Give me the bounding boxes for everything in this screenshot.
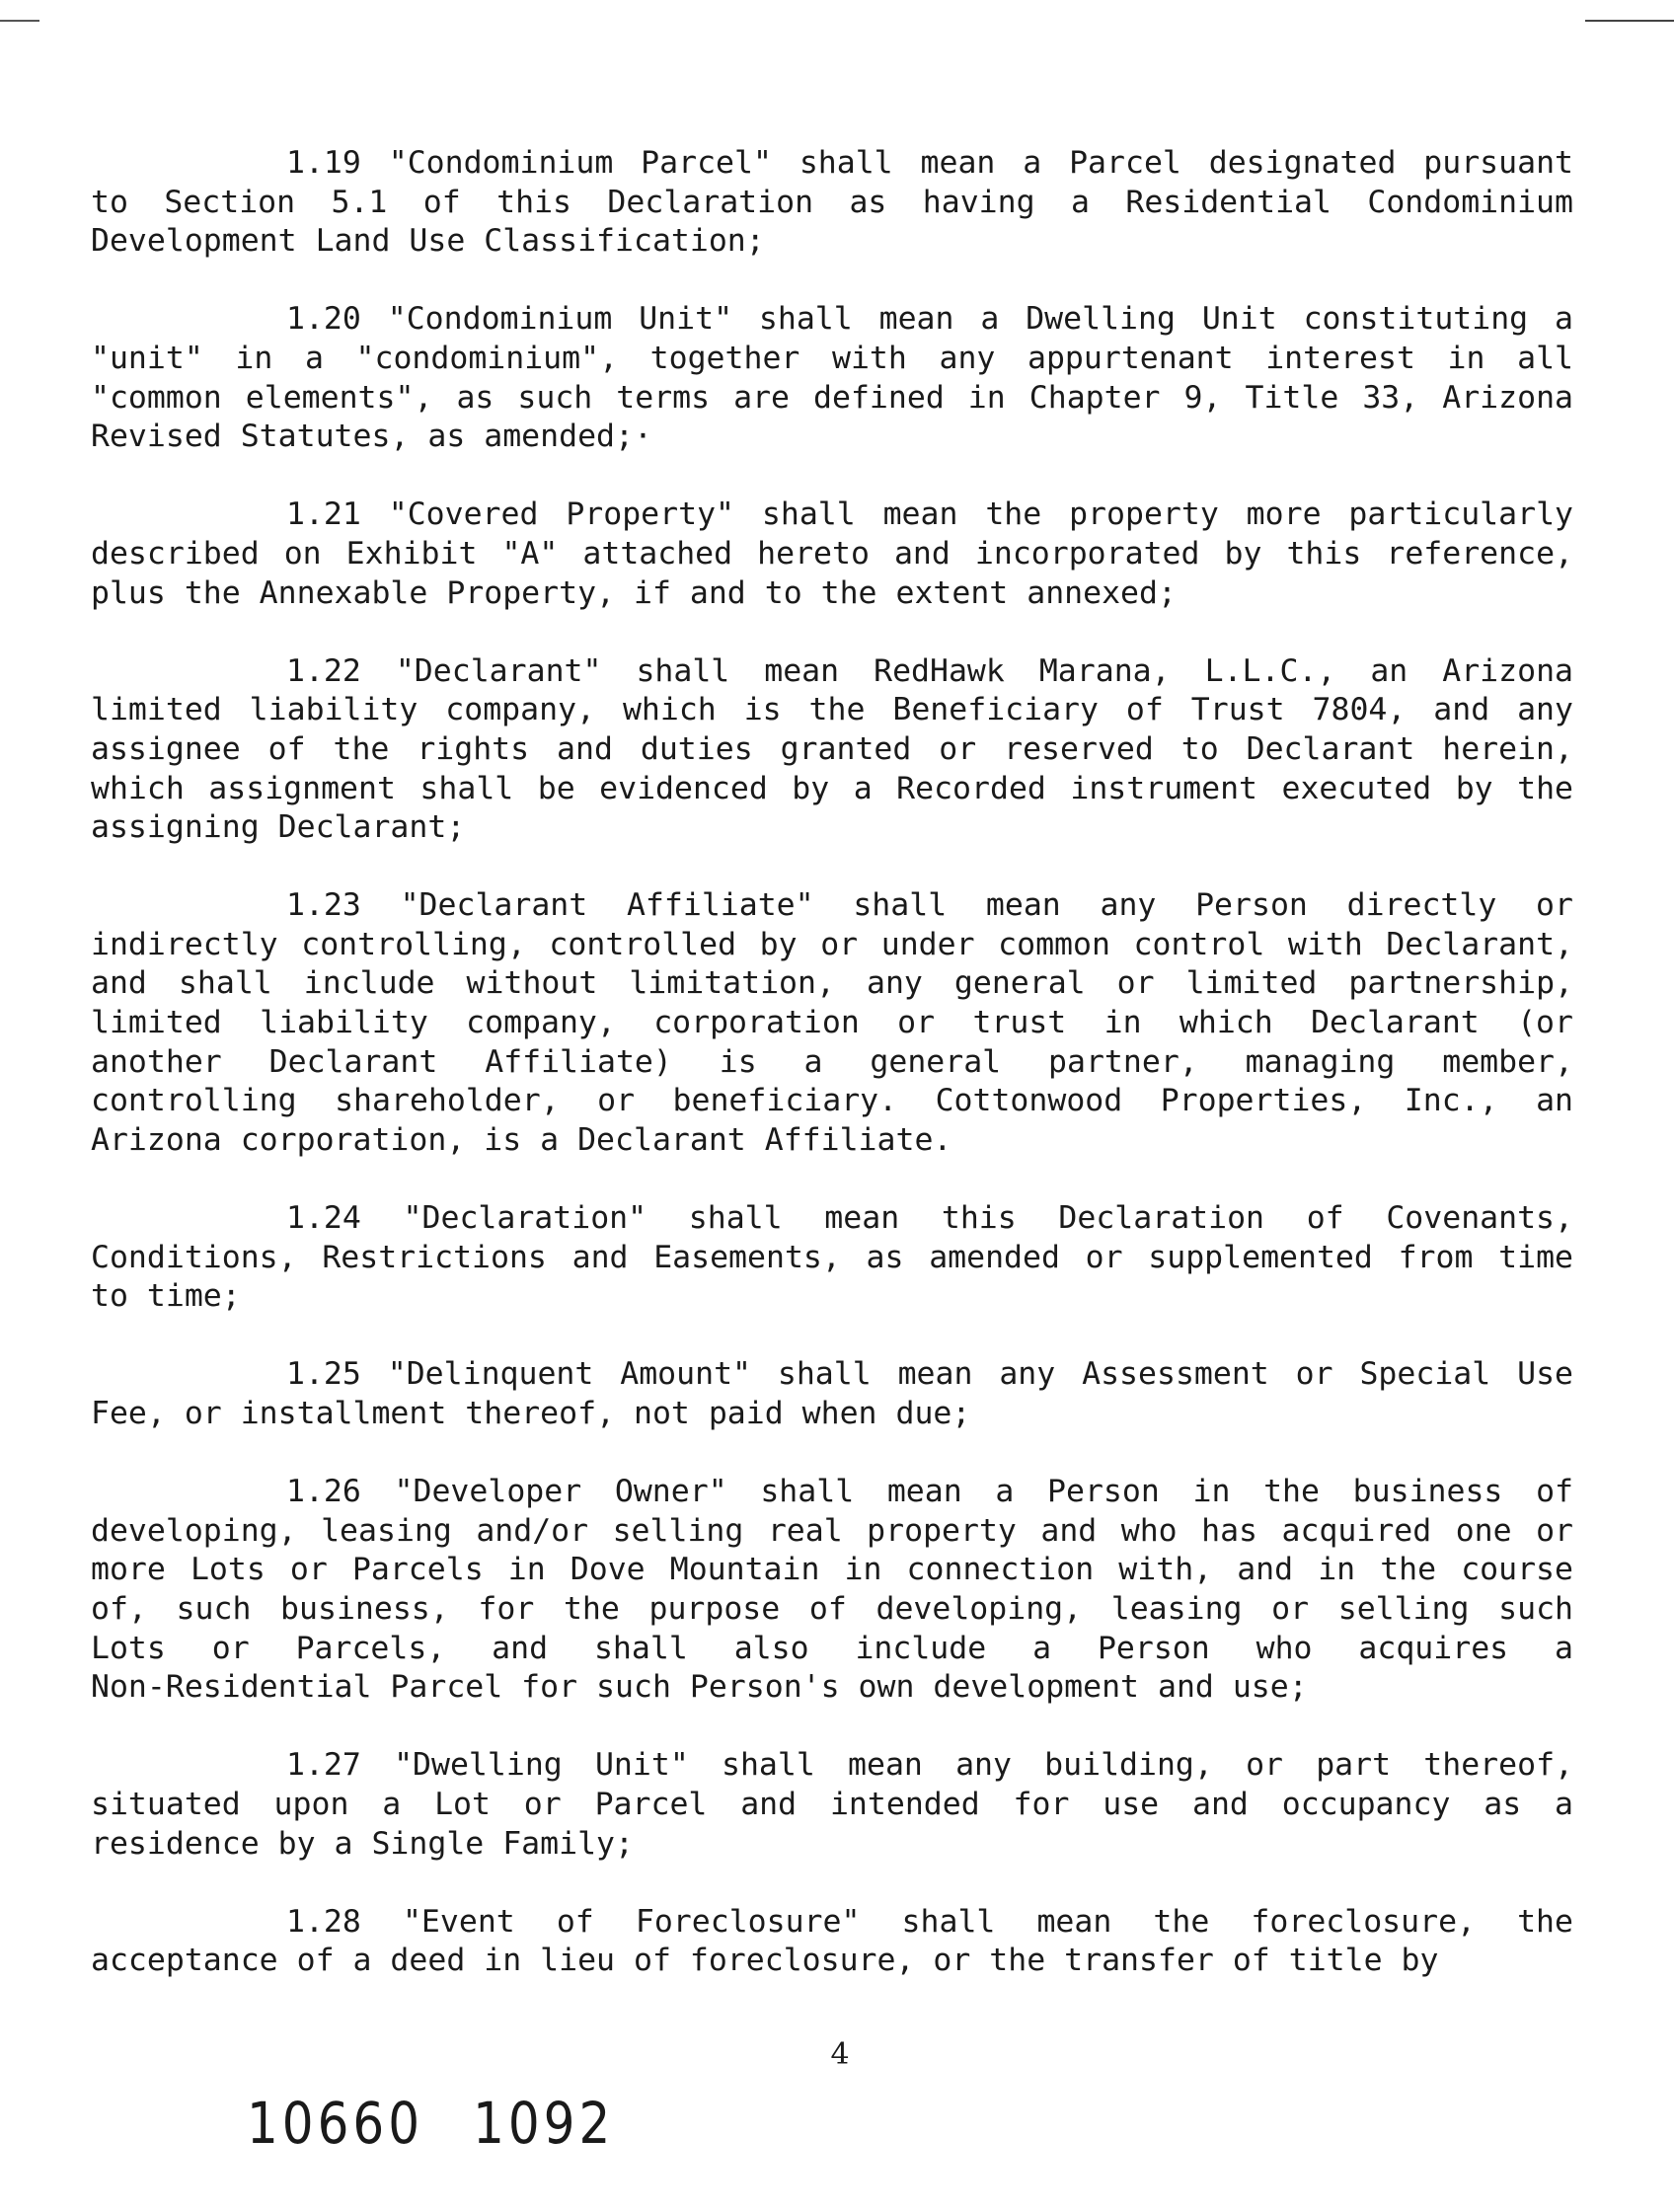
paragraph-line: indirectly controlling, controlled by or under common control with Declarant, <box>91 926 1573 962</box>
paragraph-line: Fee, or installment thereof, not paid when due; <box>91 1396 971 1431</box>
definition-paragraph <box>91 1473 1573 1708</box>
page-number: 4 <box>830 2037 850 2072</box>
paragraph-line: developing, leasing and/or selling real property and who has acquired one or <box>91 1512 1573 1549</box>
paragraph-line: 1.19 "Condominium Parcel" shall mean a Parcel designated pursuant <box>286 145 1573 181</box>
definition-paragraph <box>91 144 1573 262</box>
paragraph-line: 1.23 "Declarant Affiliate" shall mean any Person directly or <box>286 887 1573 924</box>
paragraph-line: 1.20 "Condominium Unit" shall mean a Dwelling Unit constituting a <box>286 301 1573 338</box>
paragraph-line: 1.26 "Developer Owner" shall mean a Person in the business of <box>286 1474 1573 1510</box>
paragraph-line: Lots or Parcels, and shall also include a Person who acquires a <box>91 1630 1573 1666</box>
document-body <box>91 144 1573 2021</box>
paragraph-line: of, such business, for the purpose of developing, leasing or selling such <box>91 1590 1573 1627</box>
paragraph-line: 1.27 "Dwelling Unit" shall mean any building, or part thereof, <box>286 1747 1573 1784</box>
definition-paragraph <box>91 300 1573 456</box>
recording-stamp <box>247 2091 663 2157</box>
paragraph-line: situated upon a Lot or Parcel and intended for use and occupancy as a <box>91 1786 1573 1822</box>
definition-paragraph <box>91 1903 1573 1981</box>
definition-paragraph <box>91 1199 1573 1317</box>
paragraph-line: Development Land Use Classification; <box>91 223 765 260</box>
paragraph-line: assignee of the rights and duties granted or reserved to Declarant herein, <box>91 730 1573 767</box>
paragraph-line: and shall include without limitation, any general or limited partnership, <box>91 965 1573 1002</box>
stamp-page-number: 1092 <box>473 2091 615 2157</box>
paragraph-line: residence by a Single Family; <box>91 1825 634 1862</box>
definition-paragraph <box>91 1746 1573 1864</box>
stamp-book-number: 10660 <box>247 2091 424 2157</box>
paragraph-line: described on Exhibit "A" attached hereto and incorporated by this reference, <box>91 535 1573 572</box>
definition-paragraph <box>91 1355 1573 1433</box>
paragraph-line: limited liability company, corporation or trust in which Declarant (or <box>91 1005 1573 1041</box>
paragraph-line: more Lots or Parcels in Dove Mountain in connection with, and in the course <box>91 1552 1573 1588</box>
paragraph-line: "unit" in a "condominium", together with any appurtenant interest in all <box>91 340 1573 376</box>
definition-paragraph <box>91 652 1573 848</box>
paragraph-line: assigning Declarant; <box>91 809 466 846</box>
scan-edge-mark <box>0 20 39 22</box>
definition-paragraph <box>91 496 1573 613</box>
paragraph-line: "common elements", as such terms are defined in Chapter 9, Title 33, Arizona <box>91 379 1573 416</box>
paragraph-line: 1.28 "Event of Foreclosure" shall mean the foreclosure, the <box>286 1903 1573 1940</box>
paragraph-line: Conditions, Restrictions and Easements, as amended or supplemented from time <box>91 1239 1573 1275</box>
paragraph-line: plus the Annexable Property, if and to the extent annexed; <box>91 574 1177 611</box>
paragraph-line: to time; <box>91 1278 241 1315</box>
paragraph-line: 1.22 "Declarant" shall mean RedHawk Marana, L.L.C., an Arizona <box>286 652 1573 689</box>
paragraph-line: Arizona corporation, is a Declarant Affiliate. <box>91 1121 952 1158</box>
paragraph-line: to Section 5.1 of this Declaration as having a Residential Condominium <box>91 184 1573 220</box>
paragraph-line: controlling shareholder, or beneficiary. Cottonwood Properties, Inc., an <box>91 1083 1573 1119</box>
definition-paragraph <box>91 886 1573 1160</box>
paragraph-line: 1.21 "Covered Property" shall mean the property more particularly <box>286 496 1573 533</box>
paragraph-line: 1.24 "Declaration" shall mean this Declaration of Covenants, <box>286 1200 1573 1237</box>
paragraph-line: acceptance of a deed in lieu of foreclosure, or the transfer of title by <box>91 1943 1439 1979</box>
paragraph-line: Non-Residential Parcel for such Person's own development and use; <box>91 1669 1308 1706</box>
paragraph-line: 1.25 "Delinquent Amount" shall mean any Assessment or Special Use <box>286 1356 1573 1393</box>
paragraph-line: which assignment shall be evidenced by a Recorded instrument executed by the <box>91 770 1573 806</box>
paragraph-line: limited liability company, which is the Beneficiary of Trust 7804, and any <box>91 692 1573 728</box>
scan-edge-mark <box>1585 20 1674 22</box>
paragraph-line: Revised Statutes, as amended;· <box>91 419 652 455</box>
paragraph-line: another Declarant Affiliate) is a general partner, managing member, <box>91 1043 1573 1080</box>
